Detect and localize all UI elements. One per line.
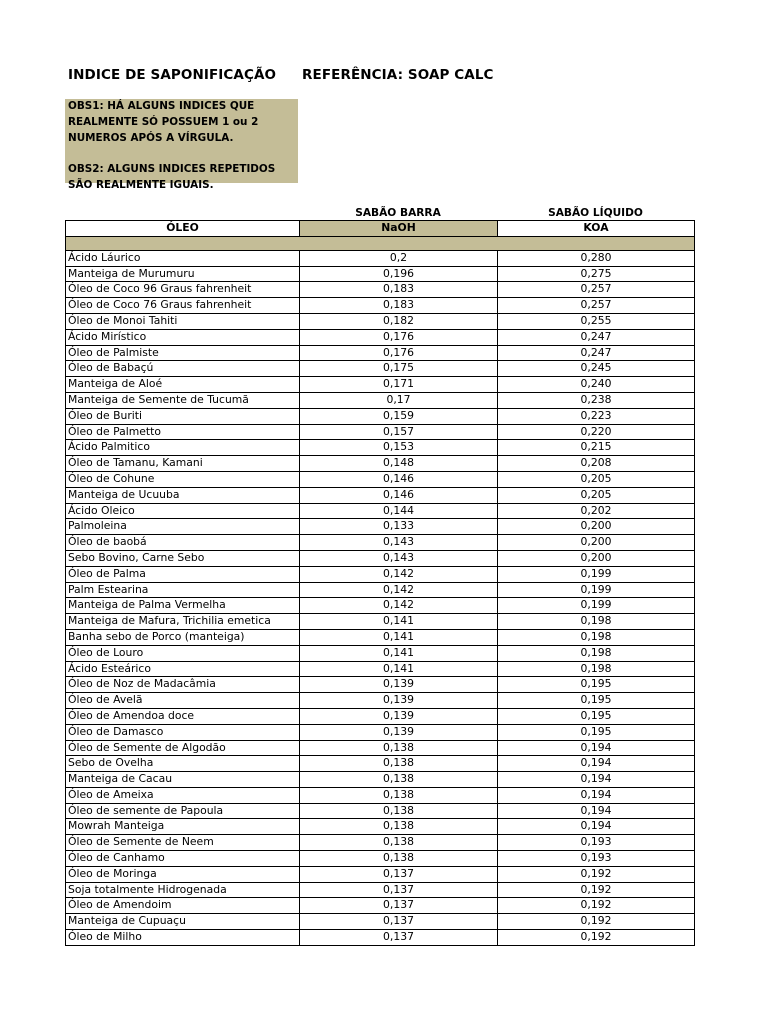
cell-koa: 0,255: [498, 313, 695, 329]
cell-naoh: 0,138: [300, 772, 498, 788]
table-row: [66, 740, 695, 756]
table-row: [66, 756, 695, 772]
table-row: [66, 930, 695, 946]
cell-naoh: 0,137: [300, 866, 498, 882]
cell-koa: 0,240: [498, 377, 695, 393]
cell-oleo: Óleo de Monoi Tahiti: [66, 313, 300, 329]
cell-koa: 0,247: [498, 329, 695, 345]
table-row: [66, 298, 695, 314]
table-row: [66, 550, 695, 566]
cell-naoh: 0,183: [300, 282, 498, 298]
cell-oleo: Óleo de Damasco: [66, 724, 300, 740]
table-row: [66, 456, 695, 472]
cell-oleo: Sebo Bovino, Carne Sebo: [66, 550, 300, 566]
cell-naoh: 0,137: [300, 930, 498, 946]
cell-naoh: 0,139: [300, 724, 498, 740]
cell-koa: 0,280: [498, 250, 695, 266]
cell-koa: 0,192: [498, 866, 695, 882]
cell-oleo: Óleo de Palma: [66, 566, 300, 582]
cell-oleo: Banha sebo de Porco (manteiga): [66, 629, 300, 645]
cell-naoh: 0,138: [300, 851, 498, 867]
cell-naoh: 0,175: [300, 361, 498, 377]
cell-oleo: Óleo de Tamanu, Kamani: [66, 456, 300, 472]
saponification-table: [65, 220, 695, 946]
table-header-row: [66, 221, 695, 237]
cell-naoh: 0,143: [300, 550, 498, 566]
table-row: [66, 693, 695, 709]
cell-naoh: 0,142: [300, 566, 498, 582]
table-row: [66, 519, 695, 535]
cell-koa: 0,205: [498, 471, 695, 487]
cell-naoh: 0,196: [300, 266, 498, 282]
cell-naoh: 0,141: [300, 661, 498, 677]
table-row: [66, 361, 695, 377]
cell-naoh: 0,176: [300, 345, 498, 361]
cell-koa: 0,199: [498, 582, 695, 598]
cell-koa: 0,193: [498, 835, 695, 851]
cell-naoh: 0,138: [300, 803, 498, 819]
cell-koa: 0,199: [498, 566, 695, 582]
cell-naoh: 0,157: [300, 424, 498, 440]
cell-koa: 0,198: [498, 629, 695, 645]
table-band: [66, 236, 695, 250]
table-row: [66, 629, 695, 645]
table-row: [66, 250, 695, 266]
table-row: [66, 377, 695, 393]
cell-koa: 0,200: [498, 550, 695, 566]
cell-oleo: Óleo de Avelã: [66, 693, 300, 709]
table-row: [66, 614, 695, 630]
table-row: [66, 898, 695, 914]
cell-oleo: Manteiga de Semente de Tucumã: [66, 392, 300, 408]
cell-oleo: Óleo de Milho: [66, 930, 300, 946]
group-header-sabao-liquido: SABÃO LÍQUIDO: [548, 207, 643, 219]
cell-naoh: 0,139: [300, 677, 498, 693]
cell-oleo: Óleo de Buriti: [66, 408, 300, 424]
cell-oleo: Manteiga de Palma Vermelha: [66, 598, 300, 614]
note-spacer: [68, 146, 295, 162]
cell-naoh: 0,138: [300, 819, 498, 835]
cell-naoh: 0,141: [300, 645, 498, 661]
cell-naoh: 0,17: [300, 392, 498, 408]
cell-oleo: Óleo de Cohune: [66, 471, 300, 487]
cell-koa: 0,192: [498, 882, 695, 898]
cell-naoh: 0,133: [300, 519, 498, 535]
cell-koa: 0,192: [498, 914, 695, 930]
reference-title: REFERÊNCIA: SOAP CALC: [302, 67, 494, 83]
cell-koa: 0,194: [498, 756, 695, 772]
table-row: [66, 914, 695, 930]
cell-oleo: Óleo de Amendoa doce: [66, 708, 300, 724]
group-header-sabao-barra: SABÃO BARRA: [355, 207, 441, 219]
cell-oleo: Mowrah Manteiga: [66, 819, 300, 835]
cell-koa: 0,194: [498, 740, 695, 756]
cell-naoh: 0,142: [300, 582, 498, 598]
cell-oleo: Óleo de Ameixa: [66, 787, 300, 803]
cell-naoh: 0,138: [300, 787, 498, 803]
cell-naoh: 0,182: [300, 313, 498, 329]
cell-oleo: Óleo de Semente de Algodão: [66, 740, 300, 756]
cell-koa: 0,198: [498, 661, 695, 677]
column-header-koa: KOA: [498, 221, 695, 237]
table-row: [66, 835, 695, 851]
cell-oleo: Ácido Palmitico: [66, 440, 300, 456]
cell-koa: 0,194: [498, 787, 695, 803]
cell-oleo: Óleo de Coco 96 Graus fahrenheit: [66, 282, 300, 298]
cell-koa: 0,200: [498, 535, 695, 551]
cell-oleo: Óleo de Babaçú: [66, 361, 300, 377]
table-row: [66, 471, 695, 487]
table-row: [66, 645, 695, 661]
cell-koa: 0,257: [498, 298, 695, 314]
cell-koa: 0,195: [498, 677, 695, 693]
table-row: [66, 724, 695, 740]
cell-koa: 0,195: [498, 708, 695, 724]
cell-oleo: Óleo de Semente de Neem: [66, 835, 300, 851]
cell-oleo: Sebo de Ovelha: [66, 756, 300, 772]
cell-oleo: Óleo de Moringa: [66, 866, 300, 882]
table-row: [66, 313, 695, 329]
cell-oleo: Palmoleina: [66, 519, 300, 535]
cell-koa: 0,245: [498, 361, 695, 377]
cell-koa: 0,202: [498, 503, 695, 519]
cell-naoh: 0,137: [300, 914, 498, 930]
cell-naoh: 0,138: [300, 835, 498, 851]
table-row: [66, 345, 695, 361]
cell-oleo: Óleo de Louro: [66, 645, 300, 661]
table-row: [66, 708, 695, 724]
table-row: [66, 487, 695, 503]
cell-koa: 0,194: [498, 772, 695, 788]
cell-koa: 0,238: [498, 392, 695, 408]
cell-naoh: 0,141: [300, 614, 498, 630]
page-title: INDICE DE SAPONIFICAÇÃO: [68, 67, 277, 83]
cell-koa: 0,220: [498, 424, 695, 440]
cell-oleo: Manteiga de Aloé: [66, 377, 300, 393]
table-row: [66, 582, 695, 598]
cell-koa: 0,195: [498, 693, 695, 709]
cell-oleo: Manteiga de Cacau: [66, 772, 300, 788]
table-row: [66, 819, 695, 835]
table-row: [66, 408, 695, 424]
cell-naoh: 0,2: [300, 250, 498, 266]
table-row: [66, 440, 695, 456]
table-row: [66, 266, 695, 282]
cell-naoh: 0,141: [300, 629, 498, 645]
cell-koa: 0,193: [498, 851, 695, 867]
cell-naoh: 0,146: [300, 487, 498, 503]
cell-koa: 0,192: [498, 898, 695, 914]
cell-naoh: 0,139: [300, 693, 498, 709]
cell-oleo: Óleo de Noz de Madacâmia: [66, 677, 300, 693]
cell-oleo: Óleo de Palmetto: [66, 424, 300, 440]
cell-naoh: 0,139: [300, 708, 498, 724]
cell-oleo: Soja totalmente Hidrogenada: [66, 882, 300, 898]
cell-naoh: 0,144: [300, 503, 498, 519]
table-row: [66, 866, 695, 882]
table-row: [66, 661, 695, 677]
cell-koa: 0,223: [498, 408, 695, 424]
cell-naoh: 0,171: [300, 377, 498, 393]
cell-oleo: Manteiga de Ucuuba: [66, 487, 300, 503]
cell-koa: 0,208: [498, 456, 695, 472]
column-header-oleo: ÓLEO: [66, 221, 300, 237]
cell-oleo: Manteiga de Mafura, Trichilia emetica: [66, 614, 300, 630]
cell-oleo: Palm Estearina: [66, 582, 300, 598]
cell-naoh: 0,148: [300, 456, 498, 472]
cell-oleo: Manteiga de Murumuru: [66, 266, 300, 282]
cell-oleo: Ácido Láurico: [66, 250, 300, 266]
cell-oleo: Ácido Mirístico: [66, 329, 300, 345]
cell-naoh: 0,137: [300, 882, 498, 898]
cell-koa: 0,192: [498, 930, 695, 946]
cell-koa: 0,199: [498, 598, 695, 614]
table-row: [66, 424, 695, 440]
cell-naoh: 0,138: [300, 740, 498, 756]
table-row: [66, 598, 695, 614]
cell-oleo: Óleo de Coco 76 Graus fahrenheit: [66, 298, 300, 314]
cell-oleo: Óleo de Canhamo: [66, 851, 300, 867]
cell-koa: 0,257: [498, 282, 695, 298]
table-row: [66, 772, 695, 788]
table-row: [66, 503, 695, 519]
table-band-row: [66, 236, 695, 250]
table-row: [66, 282, 695, 298]
cell-naoh: 0,153: [300, 440, 498, 456]
cell-koa: 0,195: [498, 724, 695, 740]
cell-oleo: Manteiga de Cupuaçu: [66, 914, 300, 930]
note-obs1: OBS1: HÁ ALGUNS INDICES QUE REALMENTE SÓ POSSUEM 1 ou 2 NUMEROS APÓS A VÍRGULA.: [68, 100, 259, 144]
cell-koa: 0,194: [498, 819, 695, 835]
cell-naoh: 0,142: [300, 598, 498, 614]
cell-naoh: 0,159: [300, 408, 498, 424]
cell-oleo: Óleo de semente de Papoula: [66, 803, 300, 819]
cell-koa: 0,205: [498, 487, 695, 503]
cell-naoh: 0,176: [300, 329, 498, 345]
table-row: [66, 882, 695, 898]
column-header-naoh: NaOH: [300, 221, 498, 237]
note-obs2: OBS2: ALGUNS INDICES REPETIDOS SÃO REALMENTE IGUAIS.: [68, 163, 276, 191]
cell-oleo: Ácido Esteárico: [66, 661, 300, 677]
table-row: [66, 535, 695, 551]
cell-naoh: 0,138: [300, 756, 498, 772]
cell-koa: 0,215: [498, 440, 695, 456]
cell-naoh: 0,137: [300, 898, 498, 914]
cell-oleo: Óleo de Palmiste: [66, 345, 300, 361]
cell-koa: 0,247: [498, 345, 695, 361]
table-row: [66, 803, 695, 819]
cell-koa: 0,198: [498, 614, 695, 630]
cell-koa: 0,198: [498, 645, 695, 661]
cell-naoh: 0,143: [300, 535, 498, 551]
notes-box: [65, 99, 298, 191]
cell-oleo: Óleo de baobá: [66, 535, 300, 551]
table-row: [66, 787, 695, 803]
cell-koa: 0,194: [498, 803, 695, 819]
cell-oleo: Ácido Oleico: [66, 503, 300, 519]
table-row: [66, 392, 695, 408]
table-row: [66, 329, 695, 345]
cell-oleo: Óleo de Amendoim: [66, 898, 300, 914]
cell-koa: 0,275: [498, 266, 695, 282]
table-row: [66, 677, 695, 693]
cell-naoh: 0,183: [300, 298, 498, 314]
cell-koa: 0,200: [498, 519, 695, 535]
table-row: [66, 566, 695, 582]
table-row: [66, 851, 695, 867]
cell-naoh: 0,146: [300, 471, 498, 487]
